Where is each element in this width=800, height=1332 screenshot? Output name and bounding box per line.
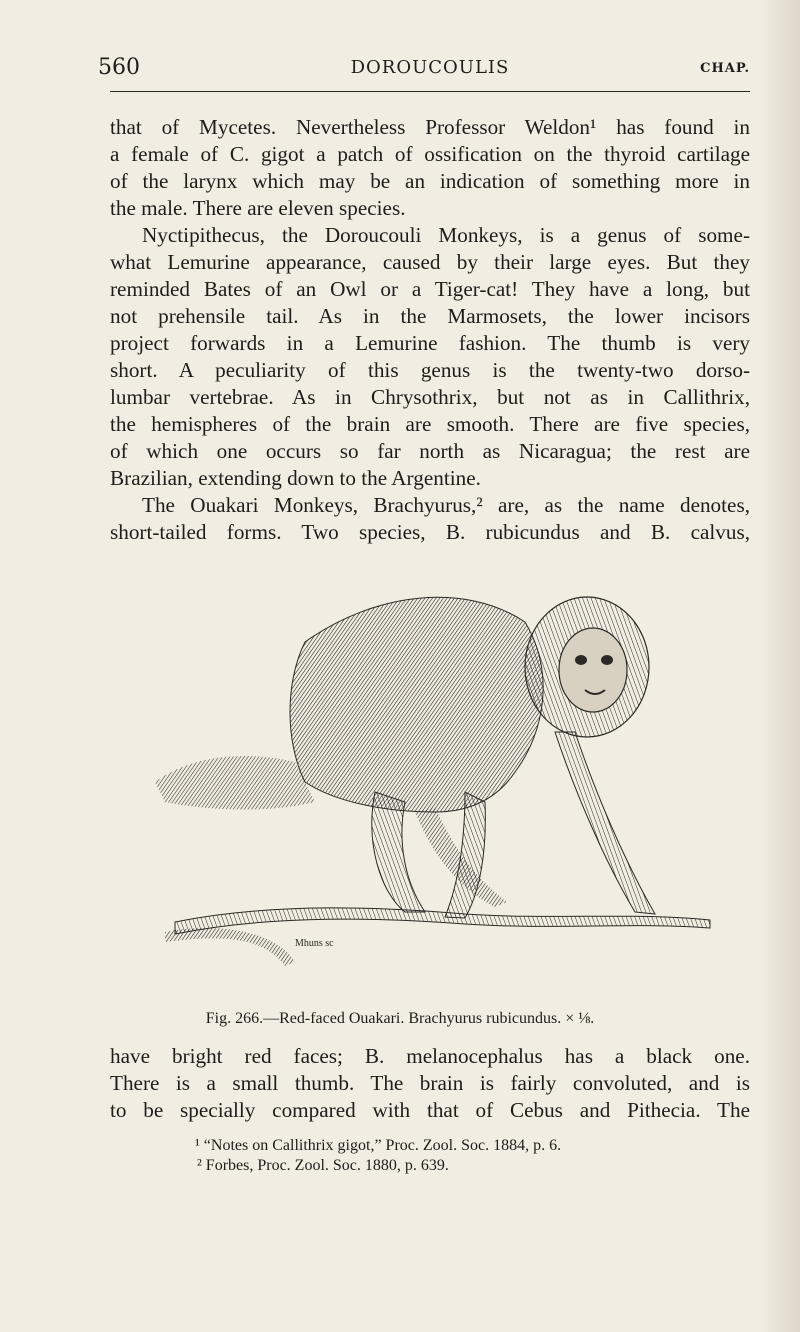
monkey-engraving: [135, 562, 715, 974]
chapter-label: CHAP.: [700, 61, 750, 76]
text-line: project forwards in a Lemurine fashion. The thumb is very: [110, 331, 750, 355]
text-line: There is a small thumb. The brain is fairly convoluted, and is: [110, 1071, 750, 1095]
text-line: what Lemurine appearance, caused by their large eyes. But they: [110, 250, 750, 274]
text-line: short-tailed forms. Two species, B. rubicundus and B. calvus,: [110, 520, 750, 544]
ouakari-illustration: [135, 562, 715, 974]
text-line: of which one occurs so far north as Nicaragua; the rest are: [110, 439, 750, 463]
figure-caption: Fig. 266.—Red-faced Ouakari. Brachyurus rubicundus. × ⅛.: [205, 1010, 595, 1027]
footnote: ¹ “Notes on Callithrix gigot,” Proc. Zool. Soc. 1884, p. 6.: [195, 1137, 562, 1154]
page: [98, 55, 750, 546]
running-title: DOROUCOULIS: [350, 57, 510, 78]
text-line: The Ouakari Monkeys, Brachyurus,² are, as the name denotes,: [142, 493, 750, 517]
text-line: the male. There are eleven species.: [110, 196, 406, 220]
engraver-mark: Mhuns sc: [295, 938, 334, 949]
running-header: [98, 55, 750, 92]
text-line: the hemispheres of the brain are smooth. There are five species,: [110, 412, 750, 436]
text-line: reminded Bates of an Owl or a Tiger-cat! They have a long, but: [110, 277, 750, 301]
text-line: of the larynx which may be an indication of something more in: [110, 169, 750, 193]
text-line: to be specially compared with that of Cebus and Pithecia. The: [110, 1098, 750, 1122]
footnote: ² Forbes, Proc. Zool. Soc. 1880, p. 639.: [197, 1157, 449, 1174]
footnotes: [195, 1136, 561, 1176]
page-number: 560: [98, 55, 140, 80]
text-line: short. A peculiarity of this genus is the twenty-two dorso-: [110, 358, 750, 382]
text-line: that of Mycetes. Nevertheless Professor Weldon¹ has found in: [110, 115, 750, 139]
text-line: not prehensile tail. As in the Marmosets, the lower incisors: [110, 304, 750, 328]
text-line: Nyctipithecus, the Doroucouli Monkeys, is a genus of some-: [142, 223, 750, 247]
text-line: a female of C. gigot a patch of ossification on the thyroid cartilage: [110, 142, 750, 166]
body-text-continued: [110, 1043, 750, 1124]
body-text: [110, 114, 750, 546]
text-line: have bright red faces; B. melanocephalus has a black one.: [110, 1044, 750, 1068]
text-line: lumbar vertebrae. As in Chrysothrix, but not as in Callithrix,: [110, 385, 750, 409]
text-line: Brazilian, extending down to the Argentine.: [110, 466, 481, 490]
page-edge-shading: [760, 0, 800, 1332]
